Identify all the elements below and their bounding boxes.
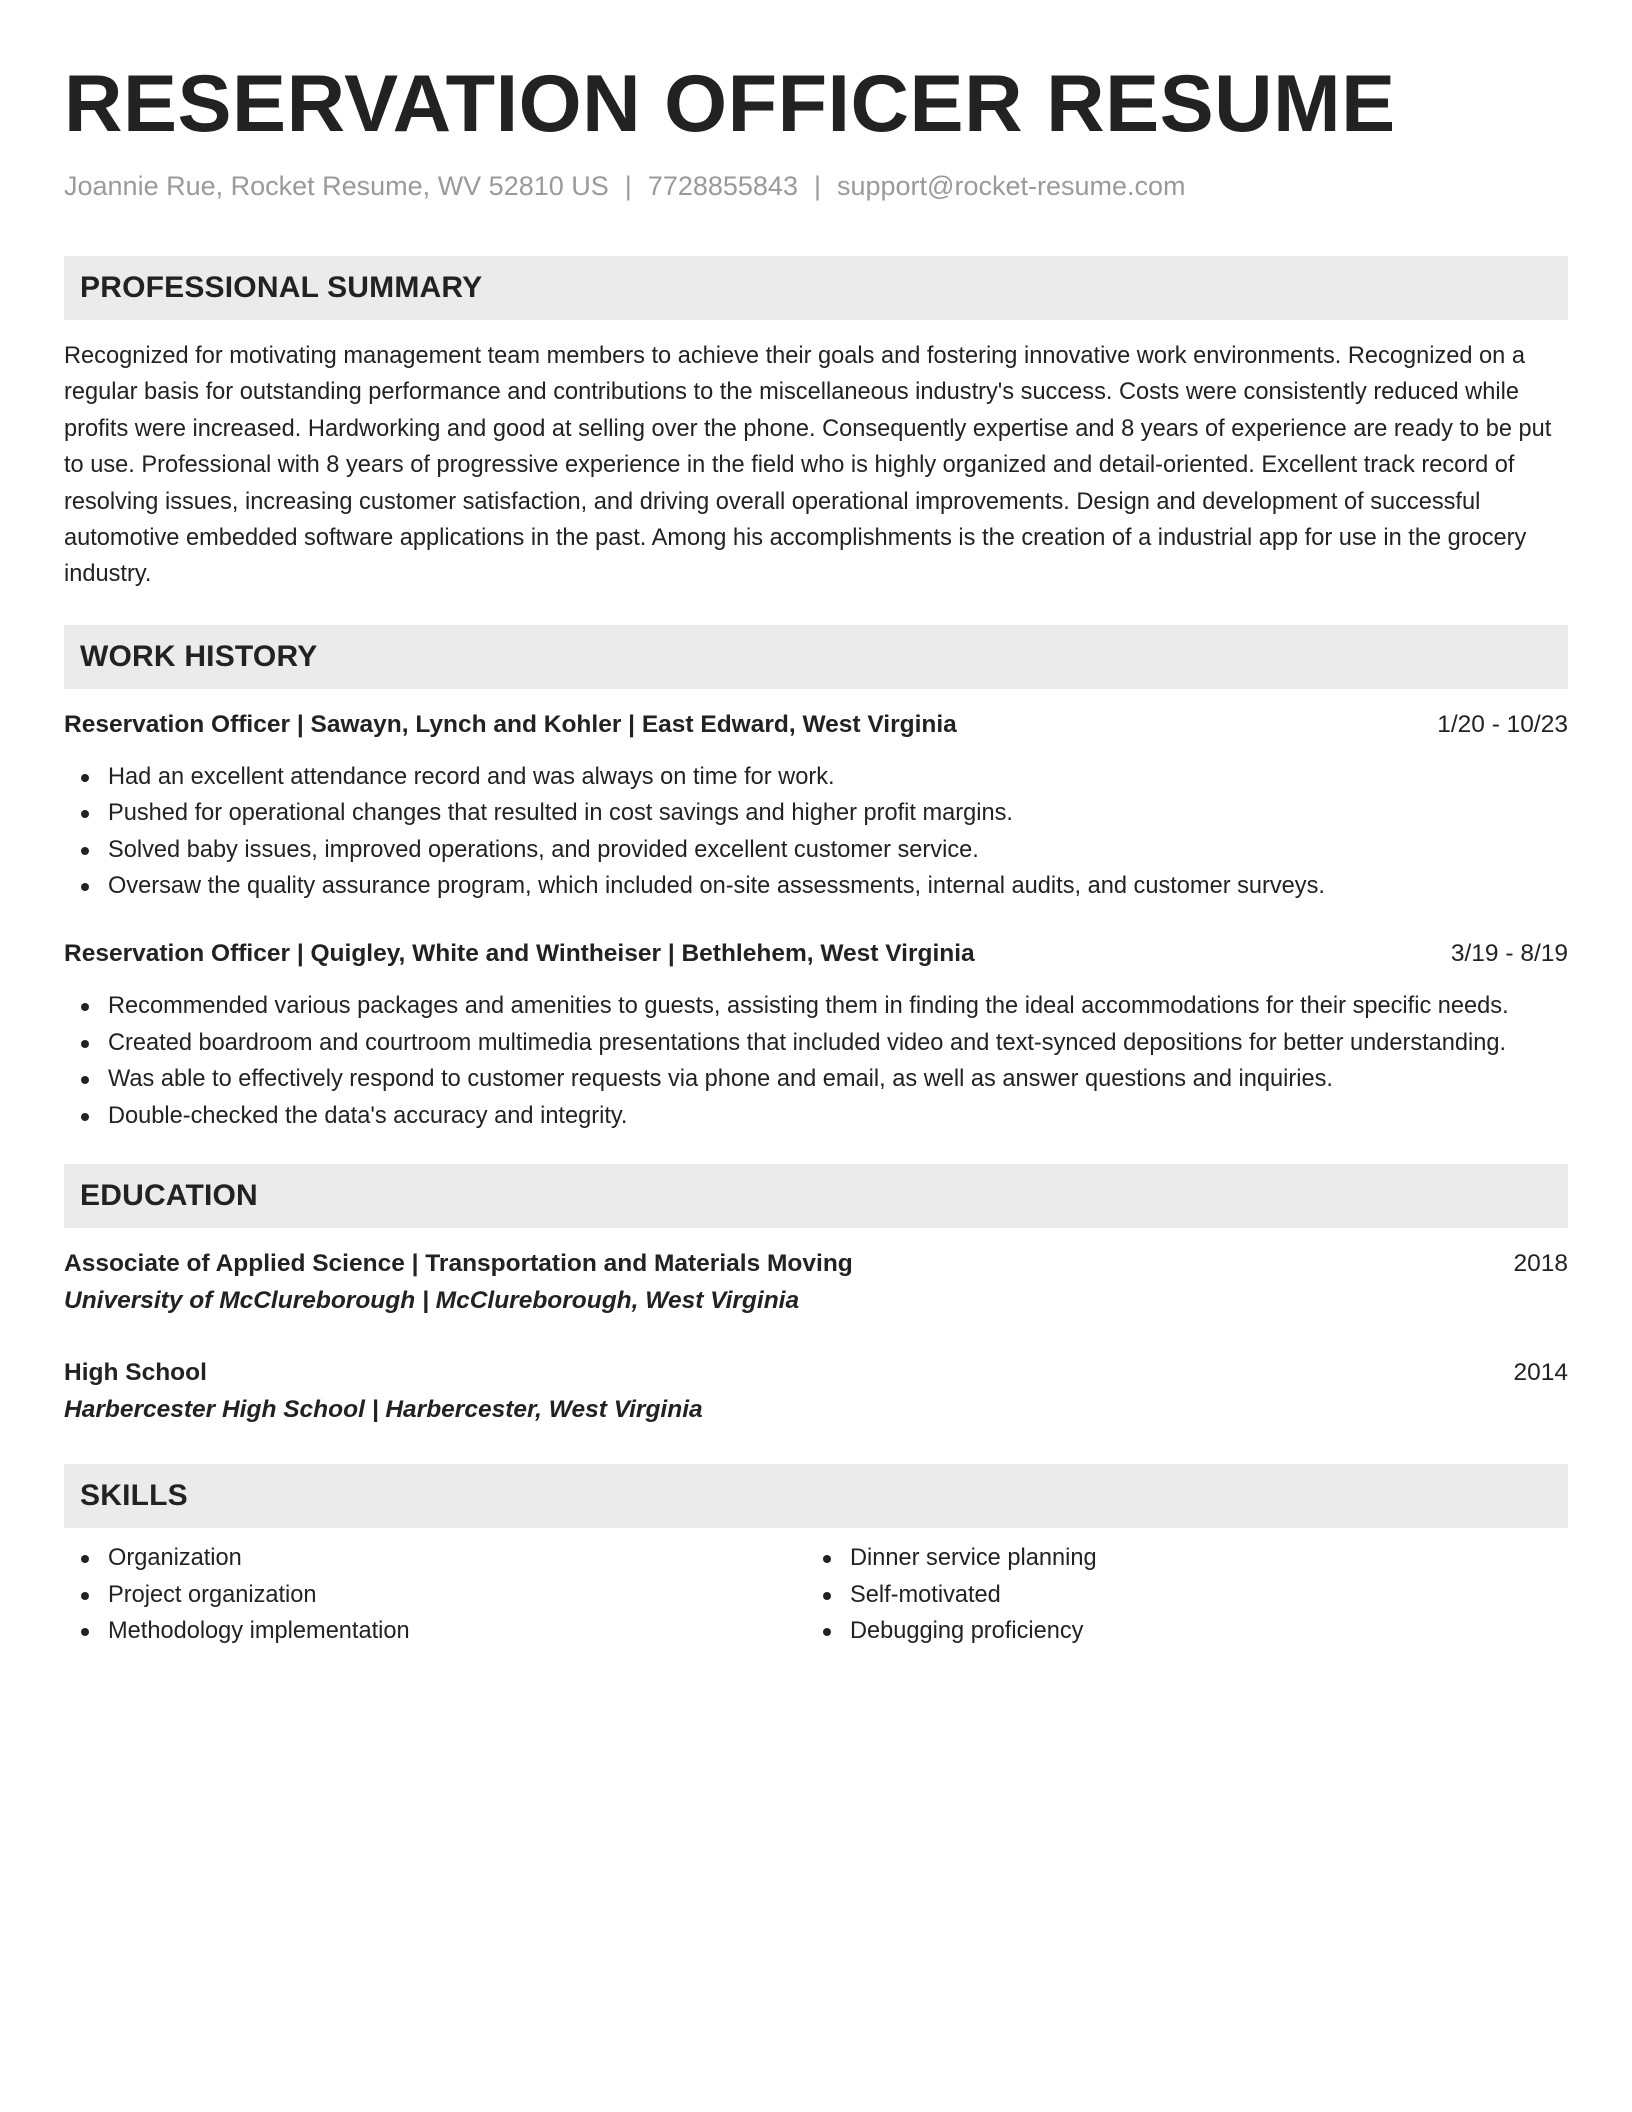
- skill-text: Project organization: [108, 1581, 317, 1608]
- contact-phone: 7728855843: [647, 171, 798, 201]
- skills-column-right: [806, 1540, 1548, 1649]
- bullet-icon: [81, 1040, 89, 1048]
- skill-item: [806, 1577, 1548, 1613]
- education-year: 2018: [1513, 1250, 1568, 1278]
- contact-address: Joannie Rue, Rocket Resume, WV 52810 US: [64, 171, 609, 201]
- bullet-icon: [81, 883, 89, 891]
- job-bullet: [64, 759, 1568, 795]
- section-header-education: EDUCATION: [64, 1164, 1568, 1228]
- skill-item: [64, 1613, 806, 1649]
- section-header-summary: PROFESSIONAL SUMMARY: [64, 256, 1568, 320]
- skills-bullets: [64, 1540, 806, 1649]
- education-degree: Associate of Applied Science | Transportation and Materials Moving: [64, 1250, 853, 1278]
- bullet-icon: [823, 1628, 831, 1636]
- education-degree: High School: [64, 1359, 207, 1387]
- section-header-skills: SKILLS: [64, 1464, 1568, 1528]
- skill-text: Debugging proficiency: [850, 1617, 1084, 1644]
- summary-text: Recognized for motivating management team members to achieve their goals and fostering innovative work environments. Recognized on a regular basis for outstanding performance and contributions to the miscellaneous industry's success. Costs were consistently reduced while profits were increased. Hardworking and good at selling over the phone. Consequently expertise and 8 years of experience are ready to be put to use. Professional with 8 years of progressive experience in the field who is highly organized and detail-oriented. Excellent track record of resolving issues, increasing customer satisfaction, and driving overall operational improvements. Design and development of successful automotive embedded software applications in the past. Among his accomplishments is the creation of a industrial app for use in the grocery industry.: [64, 343, 1552, 588]
- skill-item: [64, 1540, 806, 1576]
- resume-title: RESERVATION OFFICER RESUME: [64, 59, 1396, 149]
- job-bullet-text: Recommended various packages and amenities to guests, assisting them in finding the ideal accommodations for their specific needs.: [108, 993, 1509, 1020]
- contact-email: support@rocket-resume.com: [836, 171, 1186, 201]
- education-school: Harbercester High School | Harbercester, West Virginia: [64, 1396, 703, 1424]
- skills-list: [64, 1540, 1568, 1649]
- skills-column-left: [64, 1540, 806, 1649]
- job-bullet: [64, 1025, 1568, 1061]
- job-title: Reservation Officer | Sawayn, Lynch and Kohler | East Edward, West Virginia: [64, 710, 957, 738]
- skill-text: Dinner service planning: [850, 1545, 1097, 1572]
- skill-text: Methodology implementation: [108, 1617, 410, 1644]
- bullet-icon: [823, 1592, 831, 1600]
- bullet-icon: [81, 1003, 89, 1011]
- job-bullets: [64, 759, 1568, 905]
- job-bullet: [64, 1061, 1568, 1097]
- job-bullet-text: Was able to effectively respond to customer requests via phone and email, as well as answer questions and inquiries.: [108, 1066, 1333, 1093]
- education-year: 2014: [1513, 1359, 1568, 1387]
- bullet-icon: [81, 1555, 89, 1563]
- bullet-icon: [81, 847, 89, 855]
- bullet-icon: [81, 1628, 89, 1636]
- skill-text: Organization: [108, 1545, 242, 1572]
- job-bullet: [64, 795, 1568, 831]
- bullet-icon: [81, 1592, 89, 1600]
- section-header-work-history: WORK HISTORY: [64, 625, 1568, 689]
- education-header: [64, 1246, 1568, 1282]
- job-bullet: [64, 832, 1568, 868]
- job-bullet: [64, 868, 1568, 904]
- contact-separator: |: [813, 171, 821, 201]
- education-entry: [64, 1246, 1568, 1319]
- skill-item: [64, 1577, 806, 1613]
- skill-item: [806, 1613, 1548, 1649]
- job-title: Reservation Officer | Quigley, White and Wintheiser | Bethlehem, West Virginia: [64, 940, 975, 968]
- job-dates: 3/19 - 8/19: [1450, 940, 1568, 968]
- job-bullet-text: Had an excellent attendance record and was always on time for work.: [108, 763, 835, 790]
- bullet-icon: [81, 774, 89, 782]
- job-bullet: [64, 988, 1568, 1024]
- bullet-icon: [81, 1113, 89, 1121]
- contact-separator: |: [624, 171, 632, 201]
- job-bullet-text: Oversaw the quality assurance program, which included on-site assessments, internal audits, and customer surveys.: [108, 873, 1325, 900]
- education-header: [64, 1355, 1568, 1391]
- job-entry: [64, 936, 1568, 1134]
- bullet-icon: [823, 1555, 831, 1563]
- job-bullet-text: Created boardroom and courtroom multimedia presentations that included video and text-synced depositions for better understanding.: [108, 1029, 1507, 1056]
- education-school: University of McClureborough | McClureborough, West Virginia: [64, 1287, 800, 1315]
- job-header: [64, 936, 1568, 972]
- contact-line: [64, 168, 1568, 204]
- job-bullet-text: Solved baby issues, improved operations, and provided excellent customer service.: [108, 836, 979, 863]
- job-bullet: [64, 1098, 1568, 1134]
- job-dates: 1/20 - 10/23: [1437, 710, 1568, 738]
- job-bullet-text: Pushed for operational changes that resulted in cost savings and higher profit margins.: [108, 800, 1013, 827]
- job-header: [64, 707, 1568, 743]
- skill-item: [806, 1540, 1548, 1576]
- job-bullet-text: Double-checked the data's accuracy and integrity.: [108, 1102, 628, 1129]
- bullet-icon: [81, 1076, 89, 1084]
- job-bullets: [64, 988, 1568, 1134]
- education-entry: [64, 1355, 1568, 1428]
- job-entry: [64, 707, 1568, 905]
- skill-text: Self-motivated: [850, 1581, 1001, 1608]
- bullet-icon: [81, 810, 89, 818]
- skills-bullets: [806, 1540, 1548, 1649]
